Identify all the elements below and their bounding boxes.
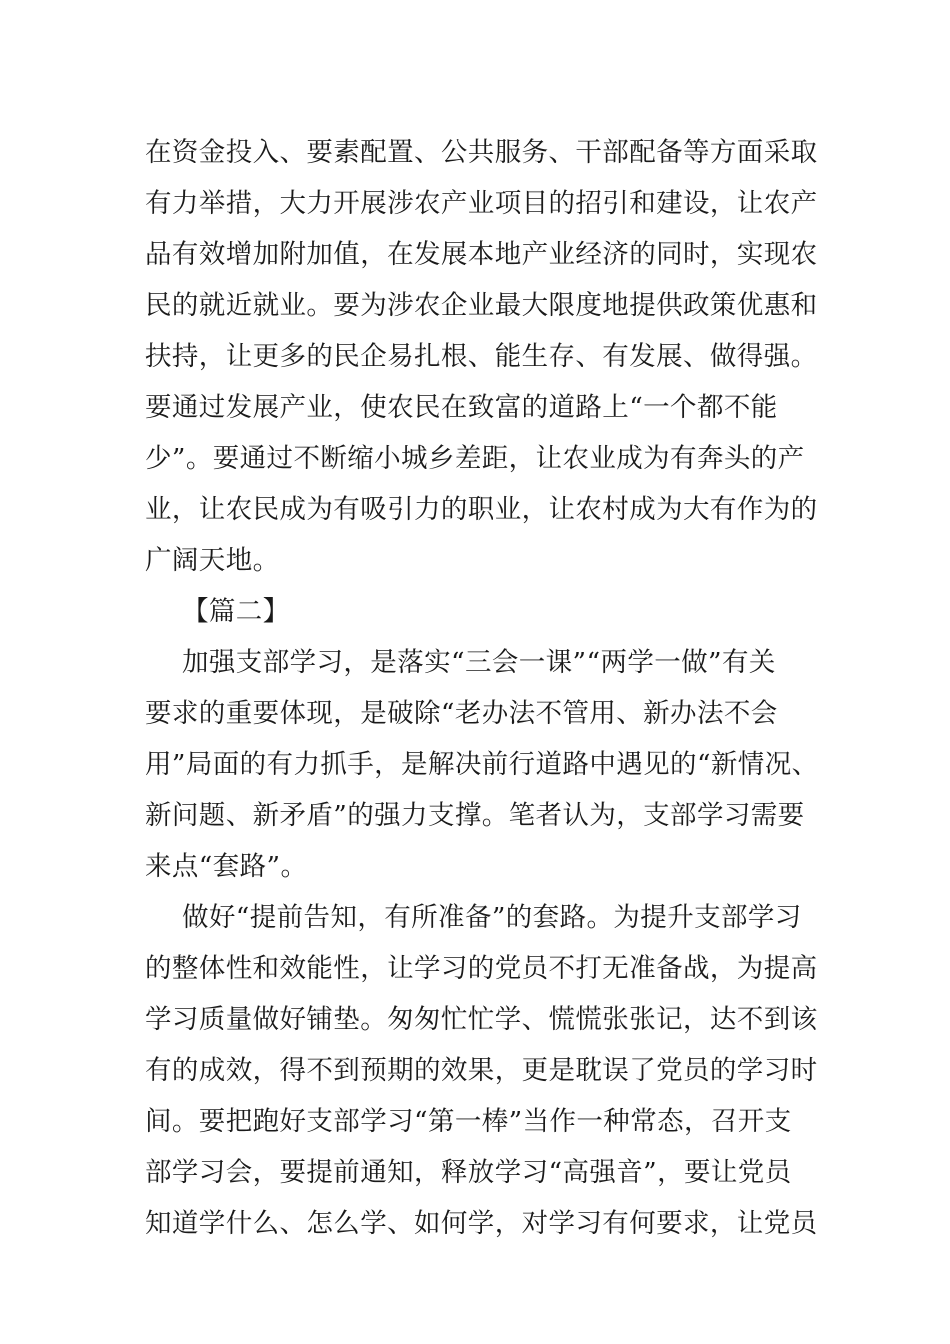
text-line: 部学习会，要提前通知，释放学习“高强音”，要让党员 bbox=[145, 1157, 792, 1188]
text-line: 有力举措，大力开展涉农产业项目的招引和建设，让农产 bbox=[145, 188, 818, 219]
text-line: 在资金投入、要素配置、公共服务、干部配备等方面采取 bbox=[145, 137, 818, 168]
text-line: 加强支部学习，是落实“三会一课”“两学一做”有关 bbox=[182, 647, 776, 678]
text-line: 广阔天地。 bbox=[145, 545, 280, 576]
text-line: 来点“套路”。 bbox=[145, 851, 308, 882]
text-line: 少”。要通过不断缩小城乡差距，让农业成为有奔头的产 bbox=[145, 443, 805, 474]
text-line: 要通过发展产业，使农民在致富的道路上“一个都不能 bbox=[145, 392, 778, 423]
text-line: 要求的重要体现，是破除“老办法不管用、新办法不会 bbox=[145, 698, 778, 729]
text-line: 知道学什么、怎么学、如何学，对学习有何要求，让党员 bbox=[145, 1208, 818, 1239]
text-line: 新问题、新矛盾”的强力支撑。笔者认为，支部学习需要 bbox=[145, 800, 805, 831]
text-line: 的整体性和效能性，让学习的党员不打无准备战，为提高 bbox=[145, 953, 818, 984]
text-line: 品有效增加附加值，在发展本地产业经济的同时，实现农 bbox=[145, 239, 818, 270]
document-body bbox=[145, 127, 819, 1249]
section-heading: 【篇二】 bbox=[182, 596, 290, 627]
text-line: 有的成效，得不到预期的效果，更是耽误了党员的学习时 bbox=[145, 1055, 818, 1086]
text-line: 民的就近就业。要为涉农企业最大限度地提供政策优惠和 bbox=[145, 290, 818, 321]
text-line: 做好“提前告知，有所准备”的套路。为提升支部学习 bbox=[182, 902, 802, 933]
text-line: 学习质量做好铺垫。匆匆忙忙学、慌慌张张记，达不到该 bbox=[145, 1004, 818, 1035]
text-line: 间。要把跑好支部学习“第一棒”当作一种常态，召开支 bbox=[145, 1106, 792, 1137]
text-line: 用”局面的有力抓手，是解决前行道路中遇见的“新情况、 bbox=[145, 749, 819, 780]
text-line: 扶持，让更多的民企易扎根、能生存、有发展、做得强。 bbox=[145, 341, 818, 372]
text-line: 业，让农民成为有吸引力的职业，让农村成为大有作为的 bbox=[145, 494, 818, 525]
